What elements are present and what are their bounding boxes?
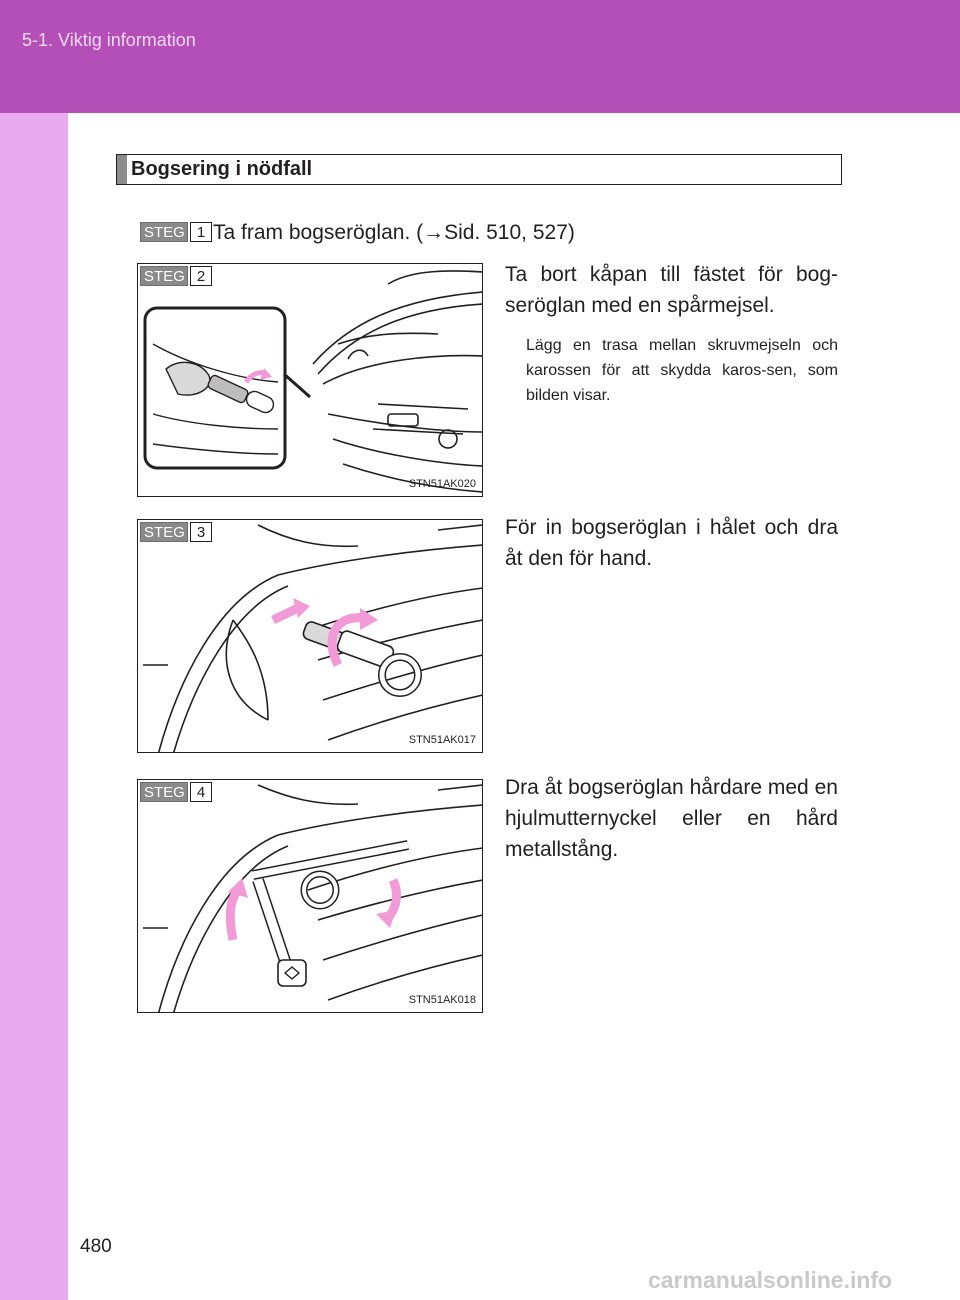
step-word: STEG: [140, 782, 188, 802]
step-word: STEG: [140, 266, 188, 286]
step-2-text: Ta bort kåpan till fästet för bog-seröglan med en spårmejsel.: [505, 263, 838, 317]
figure-step-2: [137, 263, 483, 497]
watermark: carmanualsonline.info: [648, 1267, 893, 1293]
heading-text: Bogsering i nödfall: [131, 158, 313, 180]
bumper-cover-illustration: [138, 264, 483, 497]
wrench-tightening-illustration: [138, 780, 483, 1013]
step-word: STEG: [140, 222, 188, 242]
step-number: 2: [190, 266, 212, 286]
step-number: 1: [190, 222, 212, 242]
step-4-text: Dra åt bogseröglan hårdare med en hjulmutternyckel eller en hård metallstång.: [505, 776, 838, 861]
chapter-title: 5-1. Viktig information: [22, 30, 196, 50]
step-3-text: För in bogseröglan i hålet och dra åt den för hand.: [505, 516, 838, 570]
step-number: 4: [190, 782, 212, 802]
step-1-badge: [140, 222, 212, 242]
step-1-text: Ta fram bogseröglan. (→Sid. 510, 527): [213, 221, 575, 244]
step-number: 3: [190, 522, 212, 542]
figure-code: STN51AK018: [408, 994, 476, 1006]
section-heading: [116, 154, 842, 185]
side-strip: [0, 113, 68, 1300]
figure-step-3: [137, 519, 483, 753]
step-2-note: Lägg en trasa mellan skruvmejseln och karossen för att skydda karos-sen, som bilden visar.: [526, 337, 838, 404]
heading-bar: [117, 155, 127, 184]
tow-eyelet-illustration: [138, 520, 483, 753]
step-3-badge: [140, 522, 212, 542]
header-band: [0, 0, 960, 113]
page-number: 480: [80, 1236, 112, 1257]
step-word: STEG: [140, 522, 188, 542]
step-2-badge: [140, 266, 212, 286]
figure-step-4: [137, 779, 483, 1013]
figure-code: STN51AK017: [408, 734, 476, 746]
step-4-badge: [140, 782, 212, 802]
figure-code: STN51AK020: [408, 478, 476, 490]
